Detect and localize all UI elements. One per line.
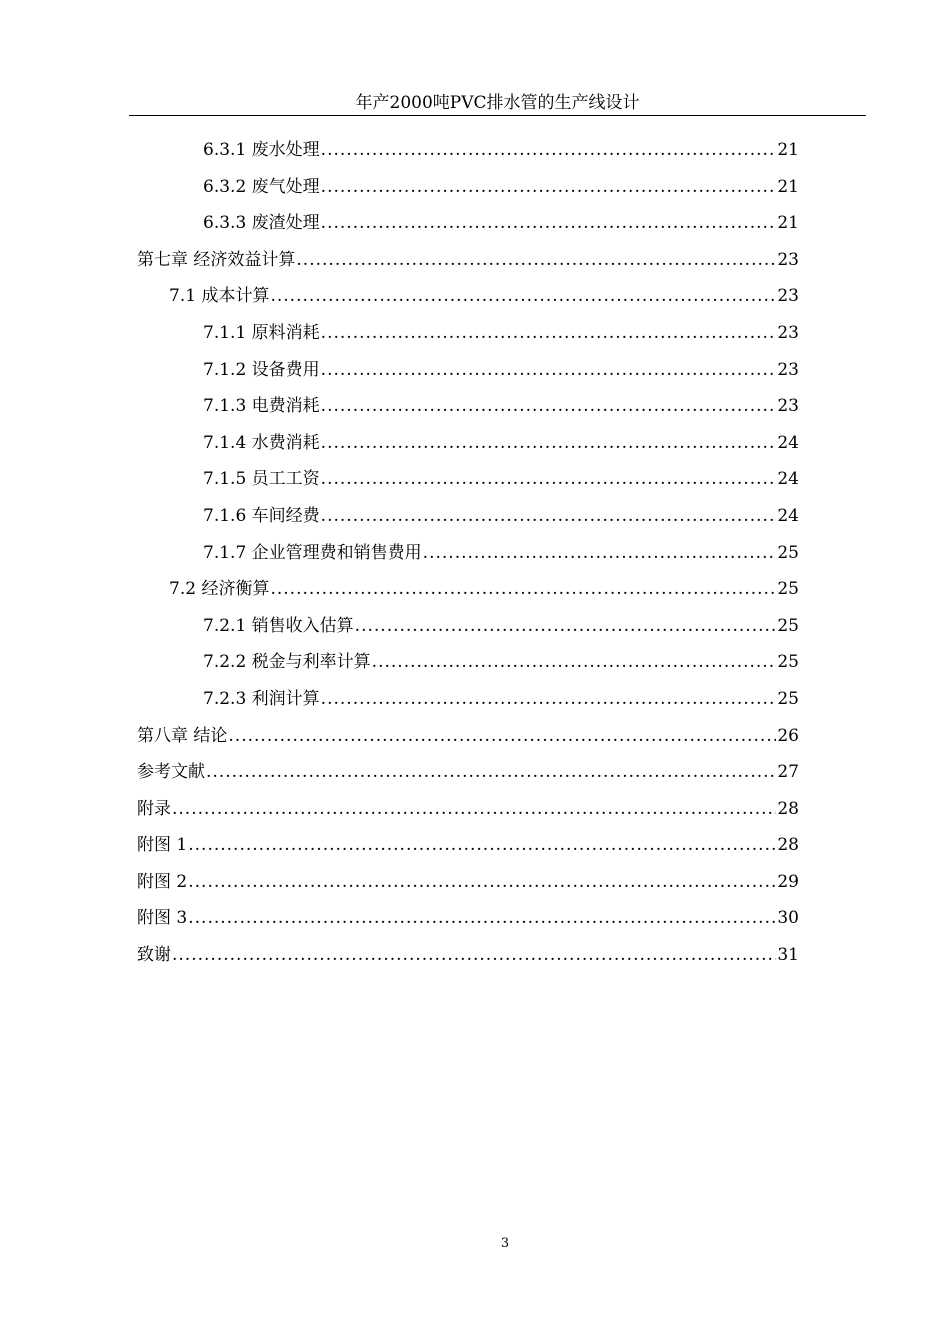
toc-entry-label: 第八章 结论 — [137, 725, 228, 746]
toc-entry[interactable] — [137, 461, 799, 498]
toc-entry[interactable] — [137, 754, 799, 791]
toc-entry-page: 21 — [777, 176, 799, 197]
toc-entry-label: 附图 2 — [137, 871, 188, 892]
toc-entry-page: 25 — [777, 652, 799, 673]
toc-dot-leader — [188, 864, 776, 901]
toc-entry[interactable] — [137, 535, 799, 572]
toc-entry-label: 附图 1 — [137, 835, 188, 856]
header-divider — [129, 115, 866, 116]
toc-entry-label: 6.3.1 废水处理 — [203, 140, 320, 160]
toc-entry[interactable] — [137, 827, 799, 864]
toc-entry-label: 附图 3 — [137, 908, 188, 929]
toc-dot-leader — [188, 827, 776, 864]
toc-dot-leader — [423, 535, 777, 572]
toc-entry[interactable] — [137, 169, 799, 206]
toc-entry-label: 7.1 成本计算 — [169, 286, 270, 307]
toc-entry-label: 7.1.7 企业管理费和销售费用 — [203, 542, 422, 563]
toc-entry-label: 附录 — [137, 798, 171, 819]
toc-dot-leader — [228, 718, 776, 755]
toc-entry[interactable] — [137, 608, 799, 645]
toc-entry[interactable] — [137, 278, 799, 315]
toc-dot-leader — [321, 169, 777, 206]
toc-dot-leader — [270, 571, 776, 608]
page-header-title: 年产2000吨PVC排水管的生产线设计 — [355, 93, 640, 113]
toc-entry-page: 23 — [777, 249, 799, 270]
toc-dot-leader — [172, 791, 776, 828]
toc-entry[interactable] — [137, 791, 799, 828]
toc-entry-page: 25 — [777, 688, 799, 709]
toc-entry[interactable] — [137, 352, 799, 389]
toc-dot-leader — [355, 608, 777, 645]
toc-dot-leader — [321, 352, 777, 389]
toc-dot-leader — [270, 278, 776, 315]
toc-entry-page: 26 — [777, 725, 799, 746]
toc-entry[interactable] — [137, 937, 799, 974]
toc-dot-leader — [372, 644, 777, 681]
toc-entry[interactable] — [137, 571, 799, 608]
toc-entry-page: 30 — [777, 908, 799, 929]
toc-dot-leader — [321, 388, 777, 425]
toc-entry-label: 致谢 — [137, 945, 171, 966]
toc-entry[interactable] — [137, 644, 799, 681]
toc-entry-label: 7.1.6 车间经费 — [203, 505, 320, 526]
toc-entry-label: 7.2 经济衡算 — [169, 579, 270, 600]
toc-dot-leader — [321, 461, 777, 498]
toc-entry-page: 29 — [777, 871, 799, 892]
toc-entry-page: 31 — [777, 945, 799, 966]
toc-entry-label: 参考文献 — [137, 762, 205, 783]
toc-entry-label: 7.1.3 电费消耗 — [203, 396, 320, 417]
toc-dot-leader — [188, 900, 776, 937]
toc-entry-page: 23 — [777, 286, 799, 307]
toc-entry[interactable] — [137, 388, 799, 425]
toc-dot-leader — [296, 242, 776, 279]
toc-entry-label: 7.1.1 原料消耗 — [203, 322, 320, 343]
toc-entry-page: 23 — [777, 359, 799, 380]
toc-entry[interactable] — [137, 205, 799, 242]
toc-entry[interactable] — [137, 425, 799, 462]
toc-dot-leader — [172, 937, 776, 974]
toc-entry-page: 24 — [777, 469, 799, 490]
toc-entry[interactable] — [137, 315, 799, 352]
toc-entry-page: 21 — [777, 140, 799, 160]
toc-entry-label: 7.1.4 水费消耗 — [203, 432, 320, 453]
toc-entry-label: 第七章 经济效益计算 — [137, 249, 296, 270]
toc-entry-label: 7.2.3 利润计算 — [203, 688, 320, 709]
toc-dot-leader — [321, 425, 777, 462]
page-number: 3 — [500, 1236, 510, 1251]
toc-entry-label: 6.3.3 废渣处理 — [203, 213, 320, 234]
toc-entry[interactable] — [137, 900, 799, 937]
toc-dot-leader — [206, 754, 776, 791]
toc-entry[interactable] — [137, 681, 799, 718]
toc-entry-page: 27 — [777, 762, 799, 783]
toc-dot-leader — [321, 498, 777, 535]
toc-entry-page: 23 — [777, 322, 799, 343]
toc-entry-page: 25 — [777, 579, 799, 600]
toc-entry[interactable] — [137, 718, 799, 755]
toc-entry-page: 28 — [777, 835, 799, 856]
toc-entry-page: 21 — [777, 213, 799, 234]
toc-entry-page: 24 — [777, 432, 799, 453]
toc-entry-page: 25 — [777, 615, 799, 636]
table-of-contents — [137, 132, 799, 974]
toc-entry-label: 6.3.2 废气处理 — [203, 176, 320, 197]
toc-entry-page: 25 — [777, 542, 799, 563]
toc-entry[interactable] — [137, 864, 799, 901]
toc-entry-label: 7.2.2 税金与利率计算 — [203, 652, 371, 673]
toc-entry-page: 28 — [777, 798, 799, 819]
toc-entry[interactable] — [137, 242, 799, 279]
toc-dot-leader — [321, 132, 777, 169]
toc-entry-label: 7.1.5 员工工资 — [203, 469, 320, 490]
toc-dot-leader — [321, 205, 777, 242]
toc-entry[interactable] — [137, 132, 799, 169]
toc-entry-label: 7.1.2 设备费用 — [203, 359, 320, 380]
toc-entry-page: 24 — [777, 505, 799, 526]
toc-entry[interactable] — [137, 498, 799, 535]
toc-entry-page: 23 — [777, 396, 799, 417]
toc-dot-leader — [321, 315, 777, 352]
toc-dot-leader — [321, 681, 777, 718]
toc-entry-label: 7.2.1 销售收入估算 — [203, 615, 354, 636]
